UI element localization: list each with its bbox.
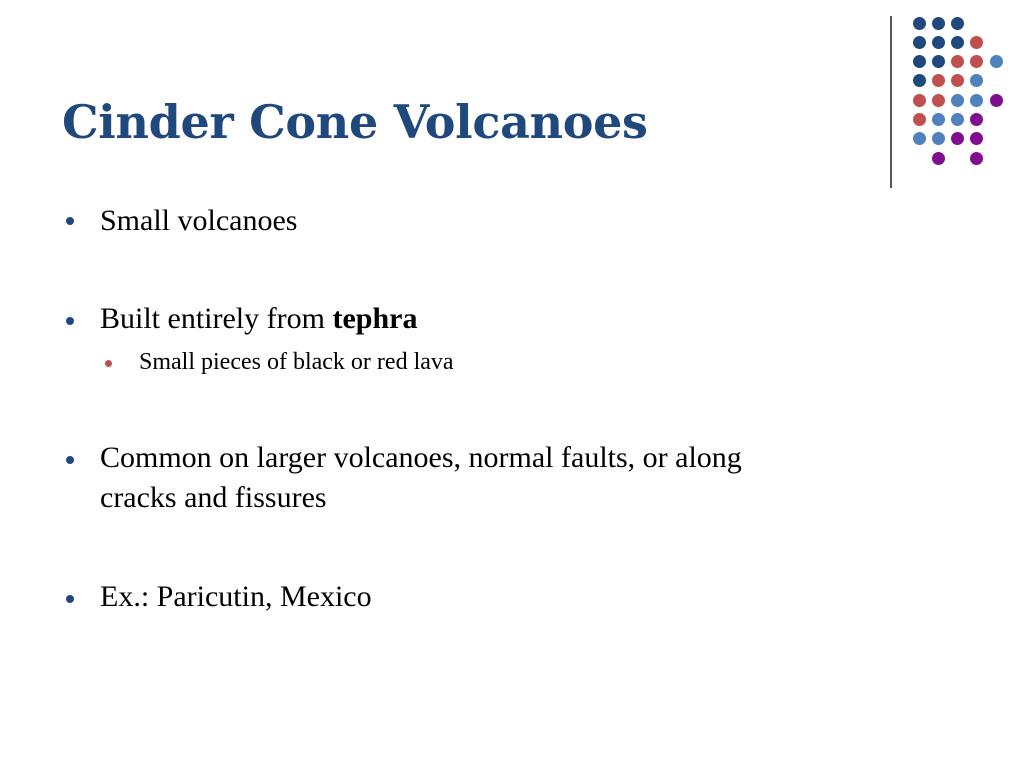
bullet-text: Built entirely from [100, 302, 333, 335]
decorative-dot [970, 74, 983, 87]
bullet-marker [66, 456, 74, 464]
slide-title: Cinder Cone Volcanoes [62, 95, 648, 149]
bullet-marker [66, 595, 74, 603]
decorative-dot [932, 17, 945, 30]
decorative-dot [932, 36, 945, 49]
decorative-dot [951, 94, 964, 107]
bullet-marker [66, 317, 74, 325]
decorative-dot [932, 55, 945, 68]
decorative-dot [990, 94, 1003, 107]
decorative-dot [913, 132, 926, 145]
decorative-dot [932, 152, 945, 165]
decorative-dot [951, 55, 964, 68]
decorative-dot [951, 17, 964, 30]
bullet-item-small-volcanoes: Small volcanoes [100, 204, 298, 237]
decorative-dot [913, 55, 926, 68]
decorative-dot [913, 74, 926, 87]
title-divider-line [890, 16, 892, 188]
decorative-dot [932, 132, 945, 145]
decorative-dot [951, 74, 964, 87]
sub-bullet-marker [105, 360, 112, 367]
decorative-dot [990, 55, 1003, 68]
decorative-dot [970, 94, 983, 107]
decorative-dot [970, 132, 983, 145]
bullet-item-built-from-tephra [100, 299, 417, 339]
decorative-dot [913, 113, 926, 126]
emphasis-term: tephra [332, 302, 418, 335]
decorative-dot [932, 94, 945, 107]
decorative-dot [913, 17, 926, 30]
sub-bullet-item-lava-pieces: Small pieces of black or red lava [139, 349, 454, 375]
decorative-dot [932, 113, 945, 126]
decorative-dot [970, 152, 983, 165]
decorative-dot [951, 132, 964, 145]
bullet-item-common-locations-continued: cracks and fissures [100, 481, 327, 514]
decorative-dot [932, 74, 945, 87]
decorative-dot [970, 36, 983, 49]
decorative-dot [970, 113, 983, 126]
decorative-dot [913, 94, 926, 107]
bullet-item-common-locations: Common on larger volcanoes, normal faults, or along [100, 441, 742, 474]
bullet-marker [66, 217, 74, 225]
decorative-dot [951, 113, 964, 126]
bullet-item-example: Ex.: Paricutin, Mexico [100, 580, 372, 613]
decorative-dot [951, 36, 964, 49]
decorative-dot [913, 36, 926, 49]
decorative-dot [970, 55, 983, 68]
